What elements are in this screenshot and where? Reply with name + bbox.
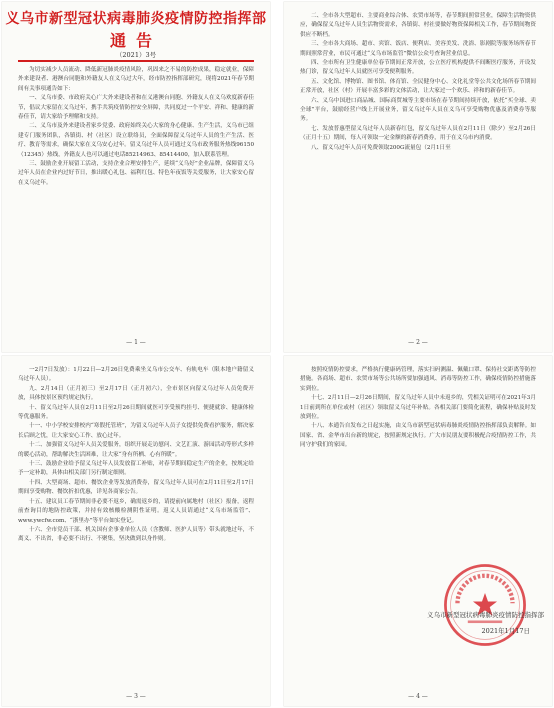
paragraph: 十八、本通告自发布之日起实施，由义乌市新型冠状病毒肺炎疫情防控指挥部负责解释。如国家、省、金华市出台新的规定，按照新规定执行。广大市民朋友要积极配合疫情防控工作，共同守护我们的家园。 [300, 423, 536, 449]
paragraph: 五、文化馆、博物馆、图书馆、体育馆、全民健身中心、文化礼堂等公共文化场所春节期间正常开放，社区（村）开展丰富多彩的文体活动，让大家过一个欢乐、祥和的新春佳节。 [300, 78, 536, 95]
paragraph: 六、义乌中国进口商品城、国际商贸城等主要市场在春节期间持续开放，依托“买全球、卖全球”平台，鼓励经营户线上开展业务，留义乌过年人员在义乌可享受购物优惠及消费券等服务。 [300, 97, 536, 123]
page-4 [284, 356, 552, 706]
paragraph: 九、2月14日（正月初三）至2月17日（正月初六），全市景区向留义乌过年人员免费开放，具体按景区预约规定执行。 [18, 385, 254, 402]
page-number: — 1 — [126, 339, 146, 346]
page-1 [2, 2, 270, 352]
page-3 [2, 356, 270, 706]
signature-date: 2021年1月17日 [481, 627, 530, 635]
paragraph: 十五、建议员工春节期间非必要不返乡，确需返乡的，请提前向属地村（社区）报备，返程前查询目的地防控政策，并持有效核酸检测阴性证明。返义人员请通过“义乌市场监管”、www.ywcfw.com、“浙里办”等平台如实登记。 [18, 498, 254, 524]
official-seal-icon [442, 562, 528, 648]
paragraph: 三、鼓励企业开展留工活动，支持企业合理安排生产，延续“义乌好”企业品牌，保障留义乌过年人员在企业内过好节日，推出暖心礼包、福利红包、特色年夜饭等关爱服务，让大家安心留在义乌过年。 [18, 161, 254, 186]
paragraph: 十二、加强留义乌过年人员关爱服务，组织开展走访慰问、文艺汇演、游园活动等形式多样的暖心活动，帮助解决生活困难，让大家“身有所栖、心有所暖”。 [18, 442, 254, 458]
paragraph: 十六、全市党员干部、机关国有企事业单位人员（含教师、医护人员等）带头就地过年，不离义、不出省，非必要不出行、不聚集，坚决做到以身作则。 [18, 526, 254, 543]
page-number: — 3 — [126, 693, 146, 700]
page-number: — 4 — [408, 693, 428, 700]
paragraph: 二、全市各大型超市、主要商业综合体、农贸市场等，春节期间照常营业，保障生活物资供应，确保留义乌过年人员生活物资需求，各镇街、村社要做好物资保障相关工作，春节期间物资供应不断档。 [300, 13, 536, 38]
paragraph: 三、全市各大商场、超市、宾馆、饭店、便利店、美容美发、洗浴、影剧院等服务场所春节期间照常营业，市民可通过“义乌市场监管”微信公众号查询营业信息。 [300, 41, 536, 57]
paragraph: 十三、鼓励企业给予留义乌过年人员发放留工补贴，对春节期间稳定生产的企业，按规定给予一定补助，具体由相关部门另行制定细则。 [18, 461, 254, 477]
notice-title: 义乌市新型冠状病毒肺炎疫情防控指挥部 [5, 11, 267, 27]
document-number: （2021）3号 [115, 51, 157, 59]
paragraph: 十四、大型商场、超市、餐饮企业等发放消费券，留义乌过年人员可在2月11日至2月17日期间享受购物、餐饮折扣优惠，详见各商家公告。 [18, 479, 254, 496]
page-3-body [18, 366, 254, 682]
paragraph: 八、留义乌过年人员可免费领取200G流量包（2月1日至 [311, 144, 451, 151]
paragraph: 十、留义乌过年人员在2月11日至2月26日期间就医可享受预约挂号、便捷就诊、健康体检等优惠服务。 [18, 404, 254, 421]
page-number: — 2 — [408, 339, 428, 346]
paragraph: 一2月7日发放）：1月22日—2月26日免费乘坐义乌市公交车、有轨电车（限本地户籍留义乌过年人员）。 [18, 367, 254, 383]
page-1-body [18, 66, 254, 328]
paragraph: 按照疫情防控要求，严格执行健康码管理，落实扫码测温、佩戴口罩、保持社交距离等防控措施。各商场、超市、农贸市场等公共场所要加强通风、消毒等防控工作，确保疫情防控措施落实到位。 [300, 367, 536, 392]
notice-subtitle: 通告 [109, 31, 162, 50]
page-2-body [300, 12, 536, 328]
paragraph: 为切实减少人员流动、降低新冠肺炎疫情风险，巩固来之不易的防控成果，稳定就业，保障外来建设者、港澳台同胞和外籍友人在义乌过大年，经市防控指挥部研究，现将2021年春节期间有关事项通告如下： [18, 67, 254, 92]
paragraph: 一、义乌市委、市政府关心广大外来建设者和在义港澳台同胞、外籍友人在义乌欢度新春佳节，倡议大家留在义乌过年，携手共筑疫情防控安全屏障，共同度过一个平安、祥和、健康的新春佳节，请大家给予理解和支持。 [18, 95, 254, 121]
paragraph: 七、发放普惠型留义乌过年人员新春红包，留义乌过年人员在2月11日（除夕）至2月26日（正月十五）期间，每人可领取一定金额的新春消费券，用于在义乌市内消费。 [300, 125, 536, 142]
page-2 [284, 2, 552, 352]
red-header-rule [18, 60, 254, 62]
signature-organization: 义乌市新型冠状病毒肺炎疫情防控指挥部 [427, 611, 544, 619]
paragraph: 十一、中小学校安排校内“寒假托管班”，为留义乌过年人员子女提供免费看护服务，解决家长后顾之忧，让大家安心工作、放心过年。 [18, 423, 254, 439]
paragraph: 四、全市所有卫生健康单位春节期间正常开放，公立医疗机构提供不间断医疗服务，开设发热门诊，留义乌过年人员就医可享受便利服务。 [300, 60, 536, 76]
page-4-body [300, 366, 536, 574]
paragraph: 二、义乌市及外来建设者家乡党委、政府始终关心大家的身心健康、生产生活，义乌市已组建专门服务团队，各镇街、村（社区）设立联络员，全面保障留义乌过年人员的生产生活、医疗、教育等需求，确保大家在义乌安心过年。留义乌过年人员可通过义乌市政务服务热线96150（12345）热线，外籍友人也可以通过电话85214963、85414400，加入联系管理。 [18, 123, 254, 158]
paragraph: 十七、2月11日—2月26日期间，留义乌过年人员中未返乡的，凭相关证明可在2021年3月1日前到所在单位或村（社区）领取留义乌过年补贴。各相关部门要简化流程，确保补贴及时发放到位。 [300, 395, 536, 421]
